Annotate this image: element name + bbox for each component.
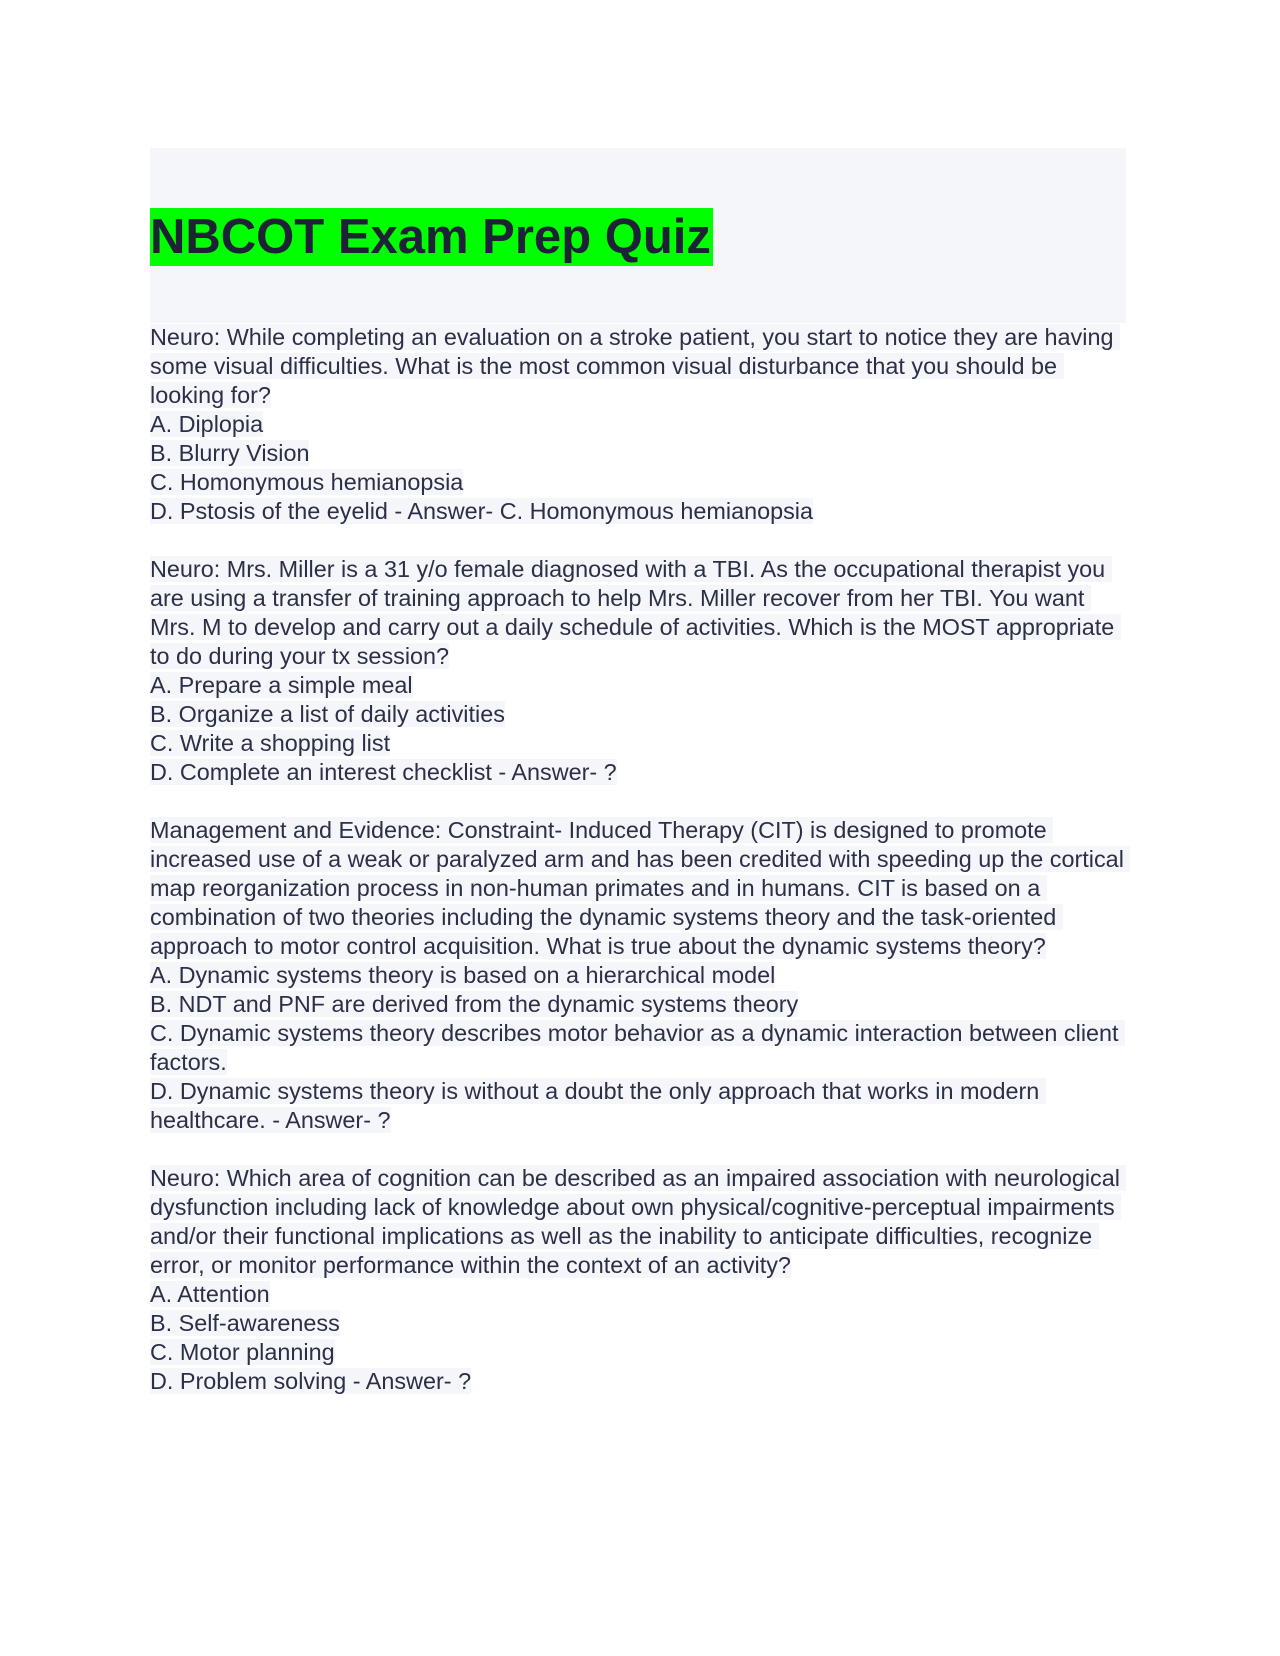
document-body [150,323,1130,1425]
question-stem: Neuro: Mrs. Miller is a 31 y/o female diagnosed with a TBI. As the occupational therapist you are using a transfer of training approach to help Mrs. Miller recover from her TBI. You want Mrs. M to develop and carry out a daily schedule of activities. Which is the MOST appropriate to do during your tx session? [150,556,1121,669]
answer-option: B. Organize a list of daily activities [150,701,505,727]
answer-option: A. Diplopia [150,411,264,437]
answer-option: C. Dynamic systems theory describes motor behavior as a dynamic interaction between client factors. [150,1020,1126,1075]
document-title: NBCOT Exam Prep Quiz [150,210,711,264]
answer-option: C. Homonymous hemianopsia [150,469,464,495]
answer-option: B. Self-awareness [150,1310,340,1336]
question-stem: Management and Evidence: Constraint- Induced Therapy (CIT) is designed to promote increased use of a weak or paralyzed arm and has been credited with speeding up the cortical map reorganization process in non-human primates and in humans. CIT is based on a combination of two theories including the dynamic systems theory and the task-oriented approach to motor control acquisition. What is true about the dynamic systems theory? [150,817,1131,959]
question-2 [150,555,1130,787]
answer-option: C. Motor planning [150,1339,335,1365]
question-1 [150,323,1130,526]
question-4 [150,1164,1130,1396]
answer-option: D. Dynamic systems theory is without a doubt the only approach that works in modern healthcare. - Answer- ? [150,1078,1046,1133]
answer-option: D. Complete an interest checklist - Answer- ? [150,759,617,785]
answer-option: D. Pstosis of the eyelid - Answer- C. Homonymous hemianopsia [150,498,814,524]
answer-option: B. Blurry Vision [150,440,310,466]
answer-option: A. Attention [150,1281,270,1307]
question-stem: Neuro: While completing an evaluation on a stroke patient, you start to notice they are having some visual difficulties. What is the most common visual disturbance that you should be looking for? [150,324,1120,408]
answer-option: A. Prepare a simple meal [150,672,413,698]
answer-option: C. Write a shopping list [150,730,391,756]
title-block [150,148,1126,323]
answer-option: B. NDT and PNF are derived from the dynamic systems theory [150,991,799,1017]
answer-option: D. Problem solving - Answer- ? [150,1368,472,1394]
question-3 [150,816,1130,1135]
question-stem: Neuro: Which area of cognition can be described as an impaired association with neurological dysfunction including lack of knowledge about own physical/cognitive-perceptual impairments and/or their functional implications as well as the inability to anticipate difficulties, recognize error, or monitor performance within the context of an activity? [150,1165,1127,1278]
answer-option: A. Dynamic systems theory is based on a hierarchical model [150,962,776,988]
